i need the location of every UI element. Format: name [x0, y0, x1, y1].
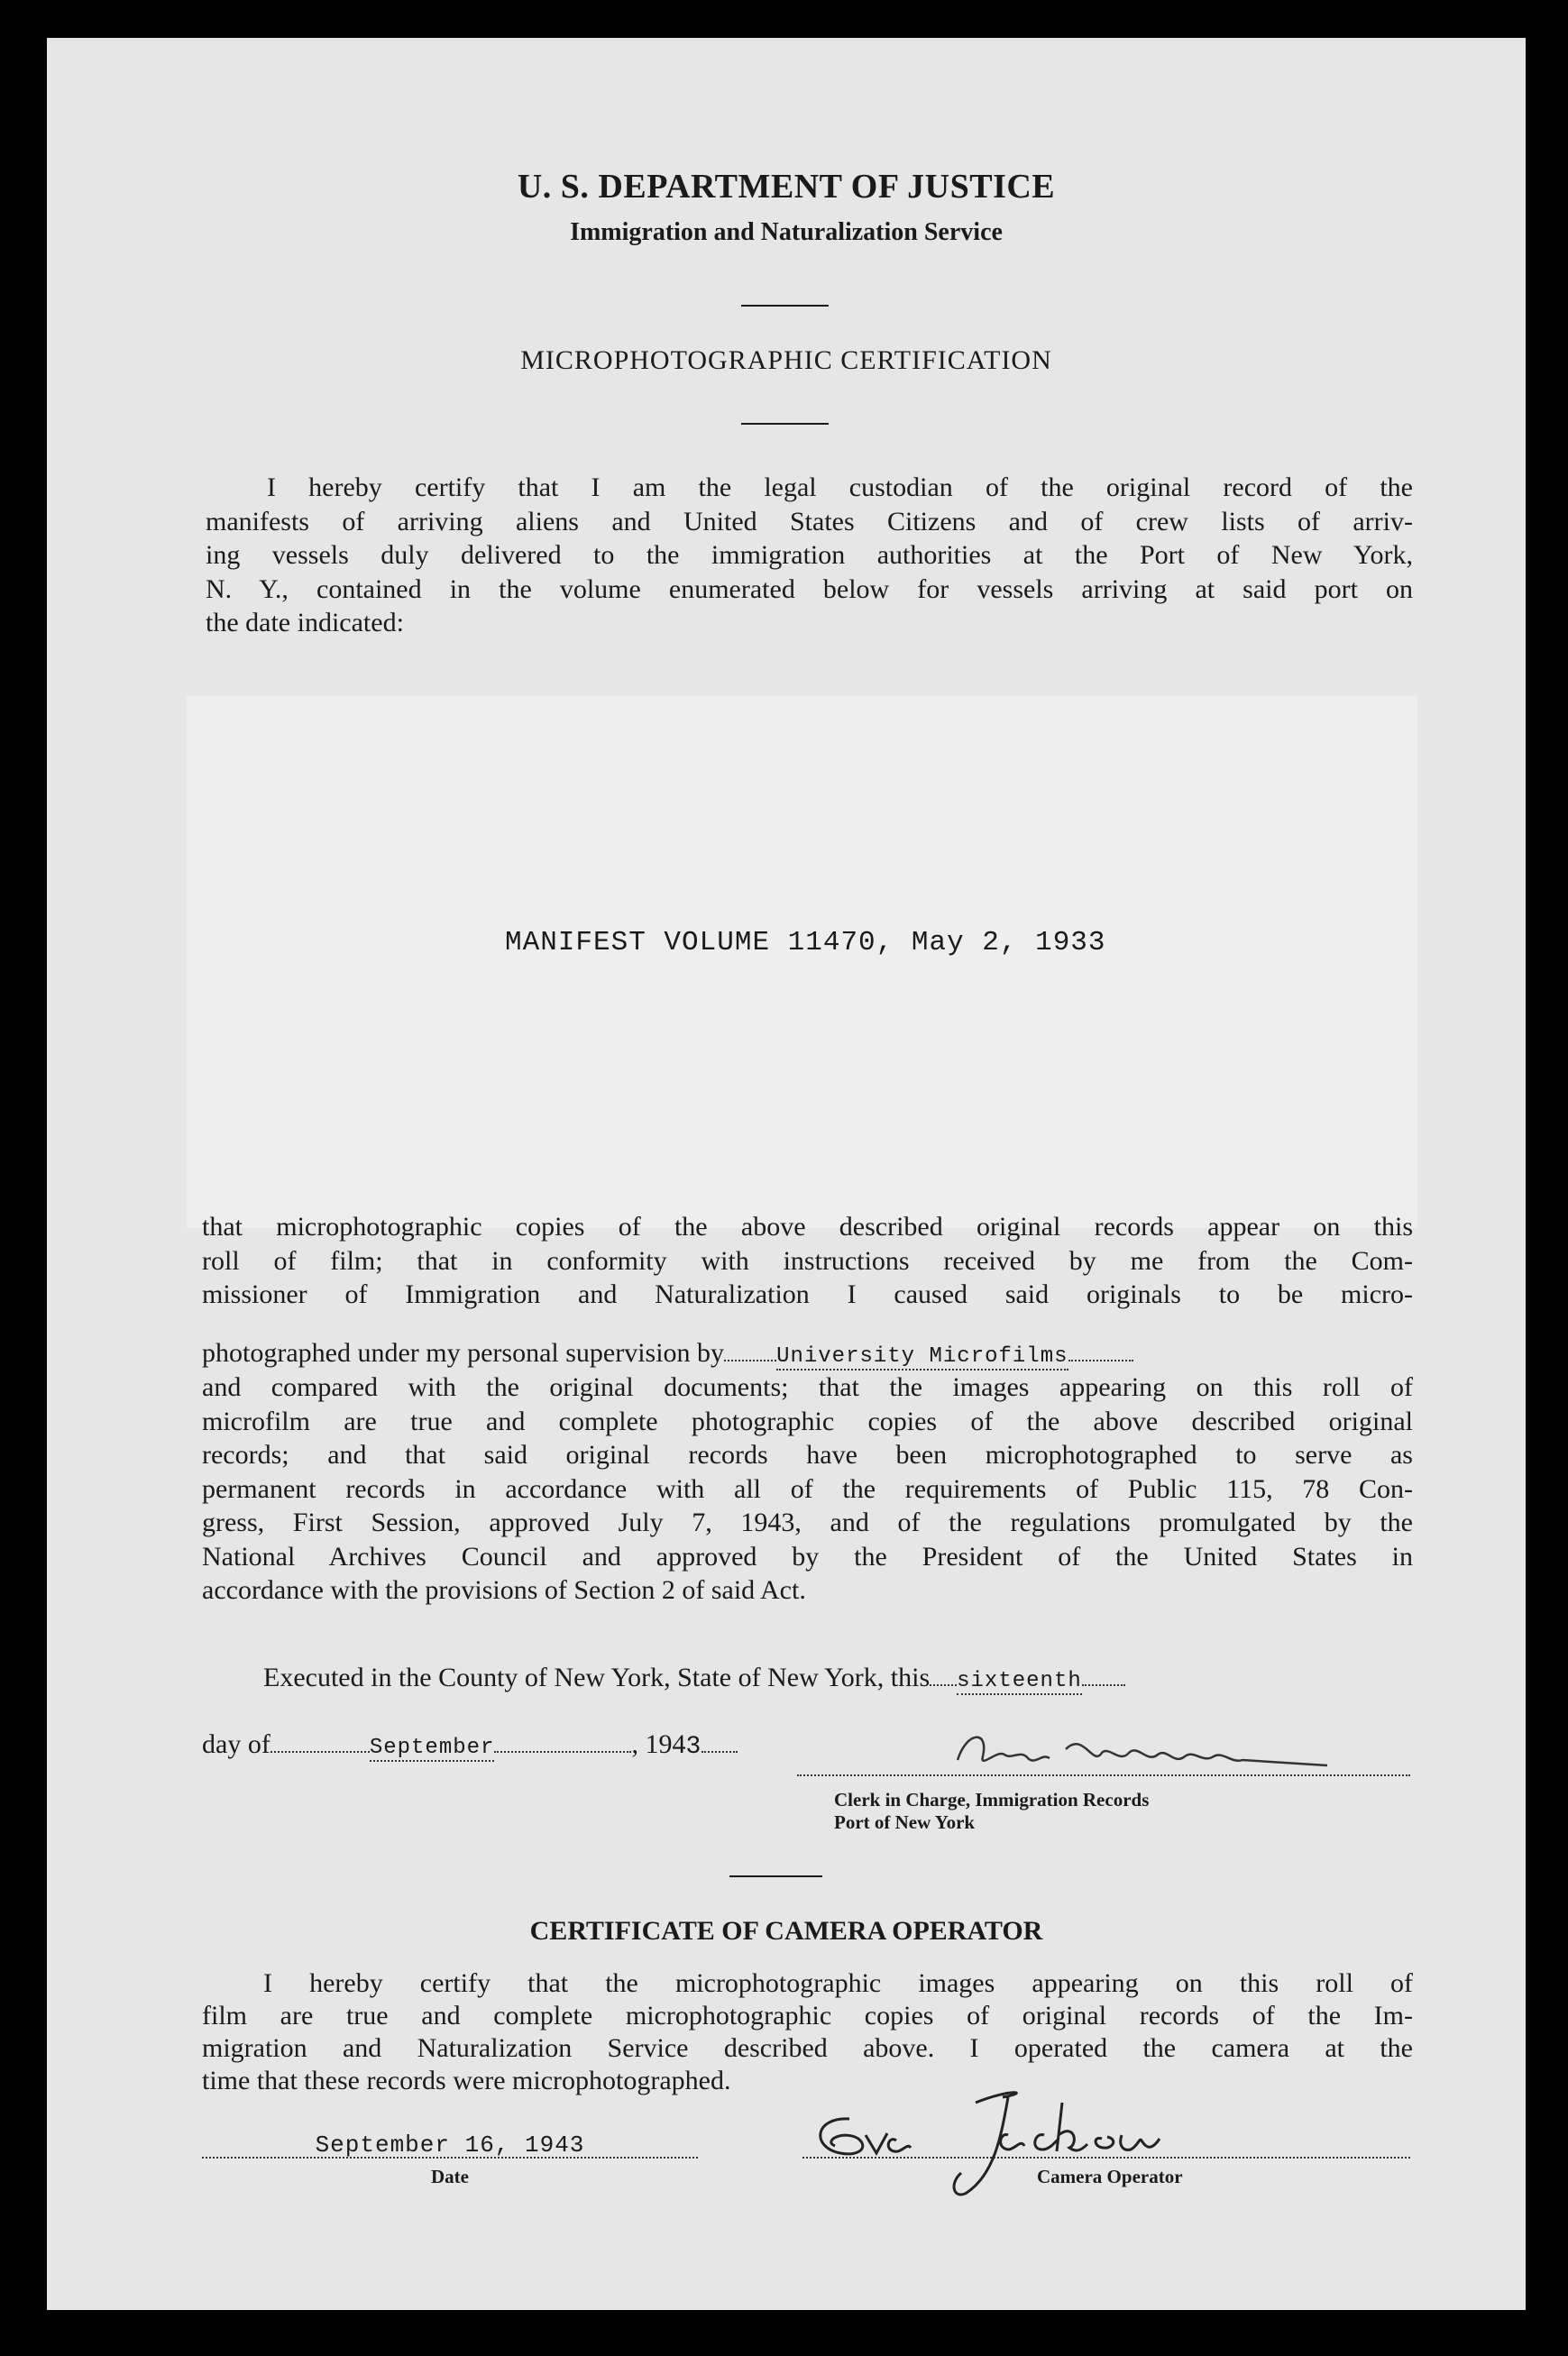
operator-signature	[795, 2067, 1264, 2202]
camera-line: film are true and complete microphotographic copies of original records of the Im-	[202, 2001, 1413, 2031]
divider	[741, 423, 829, 425]
clerk-title	[834, 1789, 1149, 1834]
dotted-leader	[930, 1664, 957, 1686]
body-line: missioner of Immigration and Naturalization I caused said originals to be micro-	[202, 1279, 1413, 1309]
camera-line: time that these records were microphotographed.	[202, 2066, 731, 2095]
executed-prefix: Executed in the County of New York, State of New York, this	[263, 1663, 931, 1692]
date-label: Date	[431, 2166, 469, 2187]
intro-line: ing vessels duly delivered to the immigration authorities at the Port of New York,	[206, 540, 1413, 570]
form-title: MICROPHOTOGRAPHIC CERTIFICATION	[520, 345, 1052, 375]
body-line: and compared with the original documents; that the images appearing on this roll of	[202, 1372, 1413, 1402]
divider	[729, 1875, 822, 1877]
body-line: roll of film; that in conformity with instructions received by me from the Com-	[202, 1245, 1413, 1276]
body-line: microfilm are true and complete photographic copies of the above described original	[202, 1406, 1413, 1436]
year-prefix: , 194	[631, 1729, 686, 1759]
dotted-leader	[1082, 1664, 1125, 1686]
clerk-signature-line	[797, 1774, 1410, 1776]
department-heading: U. S. DEPARTMENT OF JUSTICE	[517, 168, 1056, 206]
operator-signature-line	[802, 2157, 1410, 2159]
dotted-leader	[494, 1731, 631, 1753]
day-of-line	[202, 1729, 738, 1761]
day-value: sixteenth	[957, 1669, 1082, 1693]
date-line	[202, 2157, 698, 2159]
body-line: National Archives Council and approved by the President of the United States in	[202, 1541, 1413, 1572]
clerk-title-line: Clerk in Charge, Immigration Records	[834, 1789, 1150, 1811]
intro-line: manifests of arriving aliens and United States Citizens and of crew lists of arriv-	[206, 506, 1413, 536]
intro-paragraph	[206, 471, 1413, 640]
body-line: permanent records in accordance with all of the requirements of Public 115, 78 Con-	[202, 1473, 1413, 1504]
intro-line: the date indicated:	[206, 608, 404, 637]
manifest-insert	[187, 696, 1417, 1228]
operator-label: Camera Operator	[1037, 2166, 1183, 2187]
supervision-prefix: photographed under my personal supervision by	[202, 1338, 725, 1368]
body-line: that microphotographic copies of the above described original records appear on this	[202, 1212, 1413, 1242]
supervision-line	[202, 1336, 1413, 1374]
dotted-leader	[271, 1731, 370, 1753]
day-of-label: day of	[202, 1729, 271, 1759]
month-value: September	[369, 1736, 495, 1760]
service-subheading: Immigration and Naturalization Service	[570, 218, 1003, 246]
year-digit: 3	[685, 1733, 702, 1761]
dotted-leader	[701, 1731, 738, 1753]
body-line: records; and that said original records have been microphotographed to serve as	[202, 1440, 1413, 1470]
dotted-leader	[1068, 1340, 1133, 1361]
certificate-page	[47, 38, 1526, 2310]
divider	[741, 305, 829, 307]
intro-line: N. Y., contained in the volume enumerated below for vessels arriving at said port on	[206, 573, 1413, 604]
body-line: accordance with the provisions of Section 2 of said Act.	[202, 1575, 806, 1605]
supervision-value: University Microfilms	[776, 1344, 1068, 1369]
manifest-volume-text: MANIFEST VOLUME 11470, May 2, 1933	[505, 927, 1106, 958]
clerk-title-line: Port of New York	[834, 1811, 976, 1833]
intro-line: I hereby certify that I am the legal custodian of the original record of the	[267, 472, 1413, 502]
executed-line	[263, 1663, 1125, 1693]
body-paragraph-b	[202, 1371, 1413, 1608]
camera-line: migration and Naturalization Service described above. I operated the camera at the	[202, 2033, 1413, 2063]
camera-date-value: September 16, 1943	[315, 2131, 585, 2159]
body-line: gress, First Session, approved July 7, 1943, and of the regulations promulgated by the	[202, 1508, 1413, 1537]
camera-line: I hereby certify that the microphotographic images appearing on this roll of	[263, 1968, 1413, 1998]
camera-heading: CERTIFICATE OF CAMERA OPERATOR	[529, 1916, 1043, 1946]
dotted-leader	[724, 1340, 776, 1361]
body-paragraph-a	[202, 1210, 1413, 1312]
